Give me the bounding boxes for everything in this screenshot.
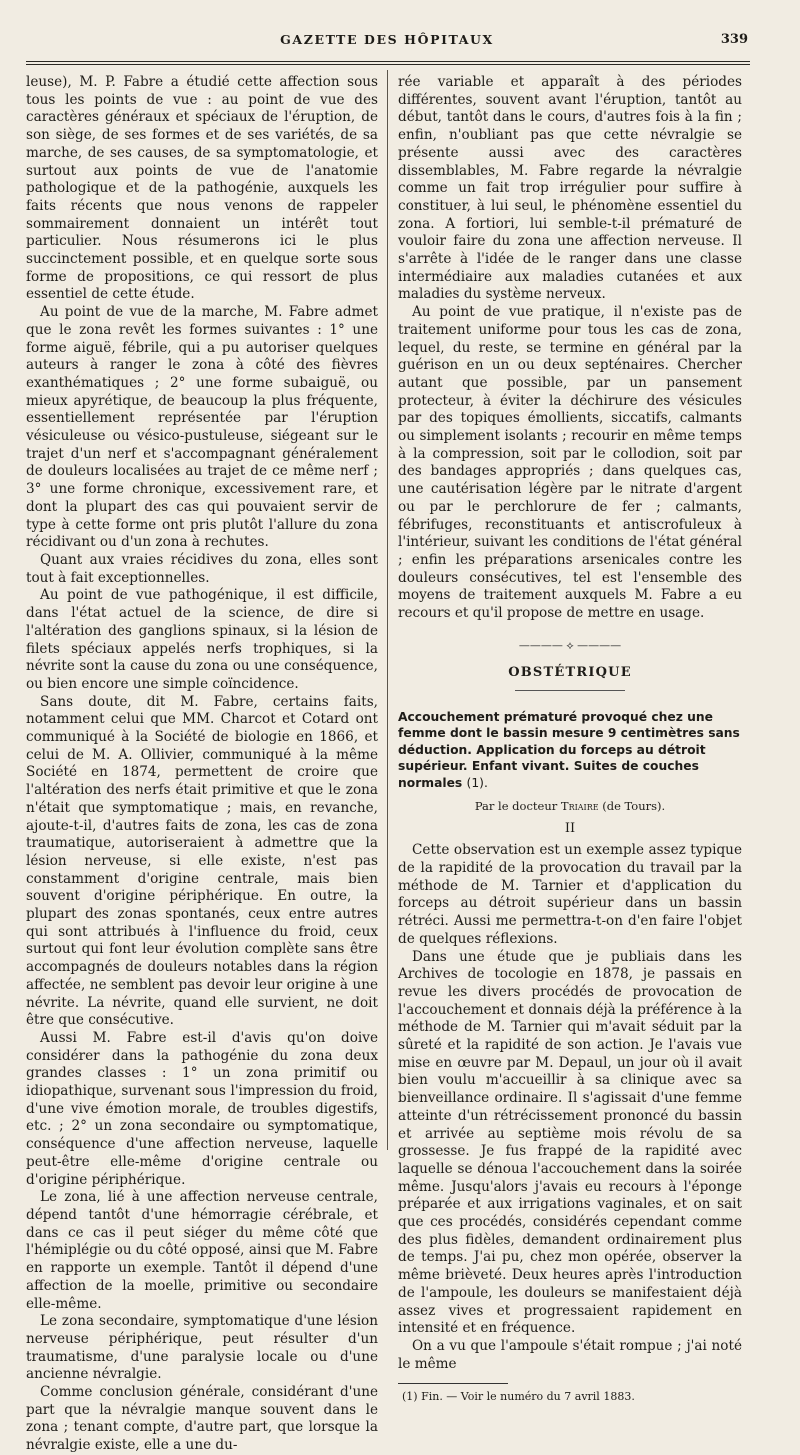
author-name: Triaire — [560, 799, 599, 814]
header-rule-thin — [26, 64, 750, 65]
article-title-text: Accouchement prématuré provoqué chez une femme dont le bassin mesure 9 centimètres sans déduction. Application du forceps au détroit supérieur. Enfant vivant. Suites de couches normales — [398, 709, 740, 790]
column-divider — [387, 70, 388, 1150]
paragraph: Quant aux vraies récidives du zona, elles sont tout à fait exceptionnelles. — [26, 551, 378, 586]
byline-suffix: (de Tours). — [602, 799, 666, 814]
journal-title: GAZETTE DES HÔPITAUX — [280, 32, 494, 47]
paragraph: On a vu que l'ampoule s'était rompue ; j'ai noté le même — [398, 1337, 742, 1372]
paragraph: Le zona, lié à une affection nerveuse centrale, dépend tantôt d'une hémorragie cérébrale, et dans ce cas il peut siéger du même côté que l'hémiplégie ou du côté opposé, ainsi que M. Fabre en rapporte un exemple. Tantôt il dépend d'une affection de la moelle, primitive ou secondaire elle-même. — [26, 1189, 378, 1312]
paragraph: leuse), M. P. Fabre a étudié cette affection sous tous les points de vue : au point de vue des caractères généraux et spéciaux de l'éruption, de son siège, de ses formes et de ses variétés, de sa marche, de ses causes, de sa symptomatologie, et surtout aux points de vue de l'anatomie pathologique et de la pathogénie, auxquels les faits récents que nous venons de rappeler sommairement donnaient un intérêt tout particulier. Nous résumerons ici le plus succinctement possible, et en quelque sorte sous forme de propositions, ce qui ressort de plus essentiel de cette étude. — [26, 74, 378, 303]
paragraph: Au point de vue pathogénique, il est difficile, dans l'état actuel de la science, de dire si l'altération des ganglions spinaux, si la lésion de filets spéciaux appelés nerfs trophiques, si la névrite sont la cause du zona ou une conséquence, ou bien encore une simple coïncidence. — [26, 587, 378, 692]
paragraph: Sans doute, dit M. Fabre, certains faits, notamment celui que MM. Charcot et Cotard ont communiqué à la Société de biologie en 1866, et celui de M. A. Ollivier, communiqué à la même Société en 1874, permettent de croire que l'altération des nerfs était primitive et que le zona n'était que symptomatique ; mais, en revanche, ajoute-t-il, d'autres faits de zona, les cas de zona traumatique, autoriseraient à admettre que la lésion nerveuse, si elle existe, n'est pas constamment d'origine centrale, mais bien souvent d'origine périphérique. En outre, la plupart des zonas spontanés, ceux entre autres qui sont attribués à l'influence du froid, ceux surtout qui font leur évolution complète sans être accompagnés de douleurs notables dans la région affectée, ne semblent pas devoir leur origine à une névrite. La névrite, quand elle survient, ne doit être que consécutive. — [26, 693, 378, 1029]
footnote-rule — [398, 1383, 508, 1384]
part-number: II — [564, 821, 576, 837]
paragraph: Le zona secondaire, symptomatique d'une lésion nerveuse périphérique, peut résulter d'un traumatisme, d'une paralysie locale ou d'une ancienne névralgie. — [26, 1313, 378, 1383]
page-number: 339 — [720, 32, 748, 47]
page-header — [26, 30, 748, 54]
byline-prefix: Par le docteur — [474, 799, 558, 814]
paragraph: Dans une étude que je publiais dans les Archives de tocologie en 1878, je passais en revue les divers procédés de provocation de l'accouchement et donnais déjà la préférence à la méthode de M. Tarnier qui m'avait séduit par la sûreté et la rapidité de son action. Je l'avais vue mise en œuvre par M. Depaul, un jour où il avait bien voulu m'accueillir à sa clinique avec sa bienveillance ordinaire. Il s'agissait d'une femme atteinte d'un rétrécissement prononcé du bassin et arrivée au septième mois révolu de sa grossesse. Je fus frappé de la rapidité avec laquelle se dénoua l'accouchement dans la soirée même. Jusqu'alors j'avais eu recours à l'éponge préparée et aux irrigations vaginales, et on sait que ces procédés, considérés cependant comme des plus fidèles, demandent ordinairement plus de temps. J'ai pu, chez mon opérée, observer la même brièveté. Deux heures après l'introduction de l'ampoule, les douleurs se manifestaient déjà assez vives et progressaient rapidement en intensité et en fréquence. — [398, 948, 742, 1337]
right-column — [398, 74, 742, 1404]
left-column — [26, 74, 378, 1454]
article-title — [398, 709, 742, 792]
byline — [398, 799, 742, 813]
section-ornament: ———— ⟡ ———— — [518, 638, 622, 652]
paragraph: Au point de vue de la marche, M. Fabre admet que le zona revêt les formes suivantes : 1° une forme aiguë, fébrile, qui a pu autoriser quelques auteurs à ranger le zona à côté des fièvres exanthématiques ; 2° une forme subaiguë, ou mieux apyrétique, de beaucoup la plus fréquente, essentiellement représentée par l'éruption vésiculeuse ou vésico-pustuleuse, siégeant sur le trajet d'un nerf et s'accompagnant généralement de douleurs localisées au trajet de ce même nerf ; 3° une forme chronique, excessivement rare, et dont la plupart des cas qui pouvaient servir de type à cette forme ont pris plutôt l'allure du zona récidivant ou d'un zona à rechutes. — [26, 304, 378, 551]
header-rule-thick — [26, 61, 750, 62]
section-heading: OBSTÉTRIQUE — [508, 664, 632, 680]
footnote-reference: (1). — [466, 775, 488, 790]
paragraph: Au point de vue pratique, il n'existe pas de traitement uniforme pour tous les cas de zona, lequel, du reste, se termine en général par la guérison en un ou deux septénaires. Chercher autant que possible, par un pansement protecteur, à éviter la déchirure des vésicules par des topiques émollients, siccatifs, calmants ou simplement isolants ; recourir en même temps à la compression, soit par le collodion, soit par des bandages appropriés ; dans quelques cas, une cautérisation légère par le nitrate d'argent ou par le perchlorure de fer ; calmants, fébrifuges, reconstituants et antiscrofuleux à l'intérieur, suivant les conditions de l'état général ; enfin les préparations arsenicales contre les douleurs consécutives, tel est l'ensemble des moyens de traitement auxquels M. Fabre a eu recours et qu'il propose de mettre en usage. — [398, 304, 742, 622]
footnote: (1) Fin. — Voir le numéro du 7 avril 1883. — [402, 1390, 635, 1404]
paragraph: Comme conclusion générale, considérant d'une part que la névralgie manque souvent dans le zona ; tenant compte, d'autre part, que lorsque la névralgie existe, elle a une du- — [26, 1384, 378, 1454]
section-heading-rule — [515, 690, 625, 691]
paragraph: Cette observation est un exemple assez typique de la rapidité de la provocation du travail par la méthode de M. Tarnier et d'application du forceps au détroit supérieur dans un bassin rétréci. Aussi me permettra-t-on d'en faire l'objet de quelques réflexions. — [398, 842, 742, 947]
paragraph: rée variable et apparaît à des périodes différentes, souvent avant l'éruption, tantôt au début, tantôt dans le cours, d'autres fois à la fin ; enfin, n'oubliant pas que cette névralgie se présente aussi avec des caractères dissemblables, M. Fabre regarde la névralgie comme un fait trop irrégulier pour suffire à constituer, à lui seul, le phénomène essentiel du zona. A fortiori, lui semble-t-il prématuré de vouloir faire du zona une affection nerveuse. Il s'arrête à l'idée de le ranger dans une classe intermédiaire aux maladies cutanées et aux maladies du système nerveux. — [398, 74, 742, 303]
paragraph: Aussi M. Fabre est-il d'avis qu'on doive considérer dans la pathogénie du zona deux grandes classes : 1° un zona primitif ou idiopathique, survenant sous l'impression du froid, d'une vive émotion morale, de troubles digestifs, etc. ; 2° un zona secondaire ou symptomatique, conséquence d'une affection nerveuse, laquelle peut-être elle-même d'origine centrale ou d'origine périphérique. — [26, 1029, 378, 1188]
